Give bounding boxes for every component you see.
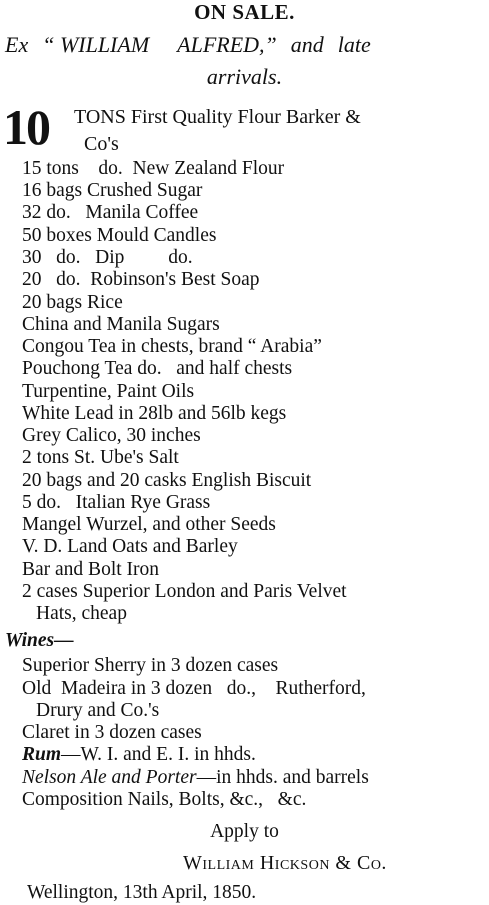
list-item: China and Manila Sugars	[22, 314, 220, 335]
ship-word: ALFRED,”	[177, 32, 277, 57]
ship-word: late	[337, 32, 371, 57]
list-item: 32 do. Manila Coffee	[22, 202, 199, 223]
list-item: 20 bags Rice	[22, 292, 123, 313]
list-item: Turpentine, Paint Oils	[22, 381, 195, 402]
list-item: 20 bags and 20 casks English Biscuit	[22, 470, 312, 491]
list-item: 16 bags Crushed Sugar	[22, 180, 203, 201]
wine-item: Old Madeira in 3 dozen do., Rutherford,	[22, 678, 366, 699]
rum-label: Rum	[22, 744, 62, 765]
ship-line	[5, 32, 489, 58]
list-item: Congou Tea in chests, brand “ Arabia”	[22, 336, 322, 357]
wine-item: Composition Nails, Bolts, &c., &c.	[22, 789, 307, 810]
wine-item	[22, 744, 256, 766]
ship-line-2: arrivals.	[206, 64, 283, 89]
ship-word: “ WILLIAM	[42, 32, 150, 57]
wine-item: Drury and Co.'s	[36, 700, 160, 721]
list-item: 20 do. Robinson's Best Soap	[22, 269, 260, 290]
list-item: Pouchong Tea do. and half chests	[22, 358, 293, 379]
ale-label: Nelson Ale and Porter	[22, 767, 197, 788]
ship-word: Ex	[5, 32, 29, 57]
list-item: White Lead in 28lb and 56lb kegs	[22, 403, 287, 424]
first-item-line-1: TONS First Quality Flour Barker &	[74, 106, 361, 128]
rum-text: —W. I. and E. I. in hhds.	[61, 744, 256, 765]
first-item-line-2: Co's	[84, 133, 119, 155]
wine-item: Claret in 3 dozen cases	[22, 722, 202, 743]
wine-item	[22, 767, 369, 789]
ale-text: —in hhds. and barrels	[196, 767, 369, 788]
wine-item: Superior Sherry in 3 dozen cases	[22, 655, 279, 676]
first-item-number: 10	[3, 99, 49, 155]
date-line: Wellington, 13th April, 1850.	[27, 882, 257, 903]
list-item: 2 tons St. Ube's Salt	[22, 447, 179, 468]
list-item: V. D. Land Oats and Barley	[22, 536, 238, 557]
list-item: Bar and Bolt Iron	[22, 559, 160, 580]
list-item: 50 boxes Mould Candles	[22, 225, 217, 246]
firm-name: William Hickson & Co.	[183, 852, 387, 874]
list-item: Mangel Wurzel, and other Seeds	[22, 514, 276, 535]
list-item: 2 cases Superior London and Paris Velvet	[22, 581, 347, 602]
list-item: 5 do. Italian Rye Grass	[22, 492, 211, 513]
list-item: 30 do. Dip do.	[22, 247, 193, 268]
wines-heading: Wines—	[5, 630, 74, 651]
list-item: Grey Calico, 30 inches	[22, 425, 201, 446]
ship-word: and	[290, 32, 324, 57]
list-item: 15 tons do. New Zealand Flour	[22, 158, 285, 179]
heading: ON SALE.	[194, 0, 295, 24]
apply-to: Apply to	[210, 821, 279, 842]
list-item: Hats, cheap	[36, 603, 127, 624]
